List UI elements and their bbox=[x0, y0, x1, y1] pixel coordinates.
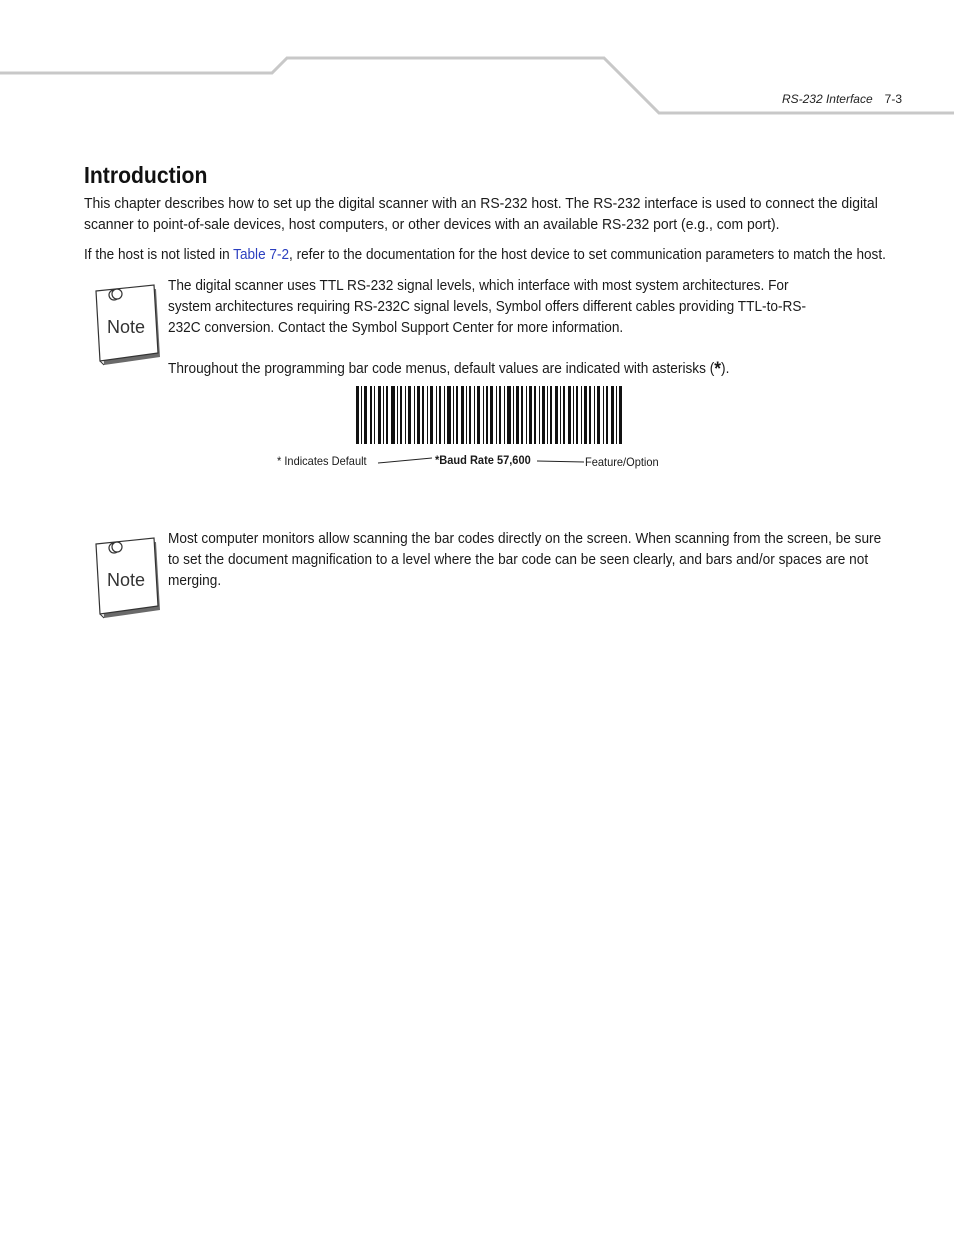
note-icon bbox=[88, 536, 162, 622]
barcode-feature-label: *Baud Rate 57,600 bbox=[435, 453, 531, 467]
defaults-text-end: ). bbox=[721, 360, 730, 377]
asterisk-glyph: * bbox=[714, 359, 722, 380]
running-head bbox=[782, 92, 902, 106]
running-title: RS-232 Interface bbox=[781, 92, 873, 106]
note-text-ttl: The digital scanner uses TTL RS-232 signal levels, which interface with most system architectures. For system architectures requiring RS-232C signal levels, Symbol offers different cables providing TTL-to-RS-232C conversion. Contact the Symbol Support Center for more information. bbox=[168, 277, 807, 336]
note-text-defaults bbox=[168, 357, 823, 379]
host-paragraph-start: If the host is not listed in bbox=[84, 246, 234, 263]
note-icon bbox=[88, 283, 162, 369]
note-icon-label: Note bbox=[107, 570, 146, 590]
host-paragraph bbox=[84, 244, 899, 265]
feature-option-label: Feature/Option bbox=[585, 455, 659, 469]
defaults-text-start: Throughout the programming bar code menus, default values are indicated with asterisks ( bbox=[168, 360, 715, 377]
table-7-2-link[interactable]: Table 7-2 bbox=[233, 246, 290, 263]
page-number: 7-3 bbox=[884, 92, 902, 106]
section-title: Introduction bbox=[84, 162, 208, 188]
intro-paragraph: This chapter describes how to set up the digital scanner with an RS-232 host. The RS-232 interface is used to connect the digital scanner to point-of-sale devices, host computers, or other devices with an available RS-232 port (e.g., com port). bbox=[84, 195, 878, 233]
sample-barcode bbox=[356, 386, 622, 444]
host-paragraph-end: , refer to the documentation for the host device to set communication parameters to match the host. bbox=[289, 246, 886, 263]
default-indicator-label: * Indicates Default bbox=[277, 454, 367, 468]
note-text-monitors: Most computer monitors allow scanning the bar codes directly on the screen. When scanning from the screen, be sure to set the document magnification to a level where the bar code can be seen clearly, and bars and/or spaces are not merging. bbox=[168, 530, 882, 589]
note-icon-label: Note bbox=[107, 317, 146, 337]
